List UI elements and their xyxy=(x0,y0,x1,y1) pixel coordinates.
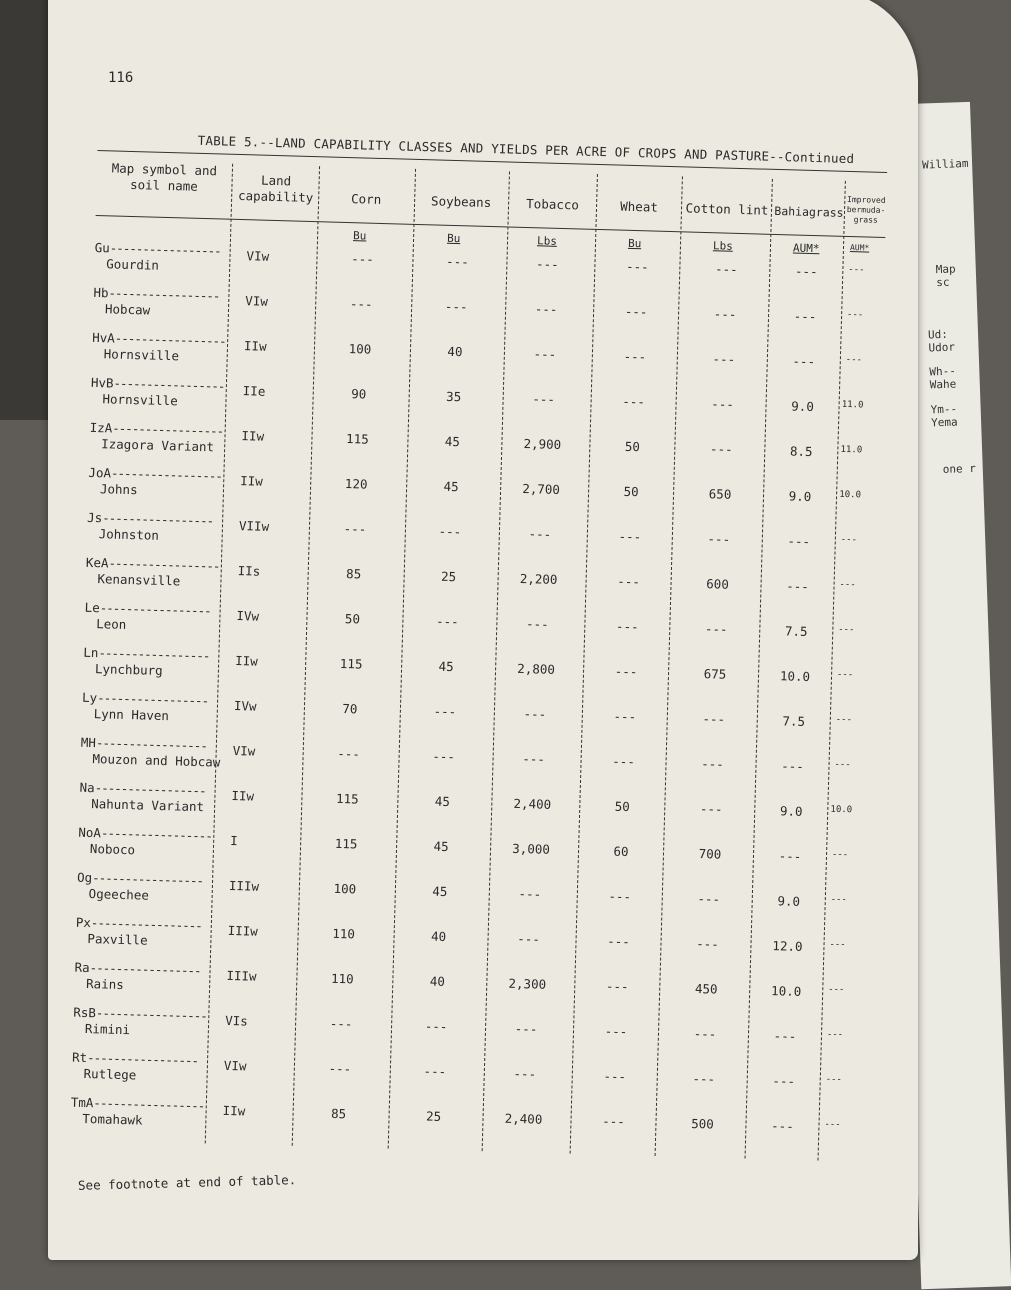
soil-name: Hornsville xyxy=(102,391,178,409)
yield-cotton: 650 xyxy=(708,486,732,502)
capability-class: IVw xyxy=(233,698,257,714)
yield-berm: 11.0 xyxy=(841,399,864,411)
yield-tob: 2,800 xyxy=(517,660,556,677)
capability-class: VIIw xyxy=(238,518,270,534)
map-symbol: MH ----- xyxy=(81,735,207,754)
yield-berm: --- xyxy=(824,1119,841,1131)
soil-name: Izagora Variant xyxy=(101,436,215,455)
soil-name: Hobcaw xyxy=(104,301,151,318)
yield-bahia: 7.5 xyxy=(782,713,806,729)
yield-wheat: --- xyxy=(617,573,641,590)
yield-soy: --- xyxy=(424,1018,448,1035)
yield-soy: --- xyxy=(432,748,456,765)
yield-bahia: --- xyxy=(772,1073,796,1089)
map-symbol: NoA ----- xyxy=(78,825,212,844)
yield-soy: --- xyxy=(423,1063,447,1080)
yield-tob: --- xyxy=(523,706,547,722)
yield-wheat: --- xyxy=(624,303,648,320)
capability-class: VIw xyxy=(223,1057,247,1074)
yield-wheat: --- xyxy=(614,663,638,680)
map-symbol: Px ----- xyxy=(76,915,202,934)
yield-tob: --- xyxy=(534,301,558,317)
yield-wheat: --- xyxy=(604,1023,628,1040)
soil-name: Leon xyxy=(96,616,127,632)
soil-name: Kenansville xyxy=(97,571,181,589)
yield-cotton: 450 xyxy=(694,981,718,997)
header-map-symbol: Map symbol and soil name xyxy=(111,160,218,194)
yield-tob: 2,400 xyxy=(504,1110,543,1127)
yield-corn: --- xyxy=(337,745,361,762)
yield-corn: 115 xyxy=(335,790,359,807)
yield-cotton: --- xyxy=(701,756,725,772)
yield-cotton: --- xyxy=(704,621,728,637)
yield-cotton: 675 xyxy=(703,666,727,682)
yield-corn: 120 xyxy=(344,476,368,492)
yield-corn: 85 xyxy=(345,566,362,582)
capability-class: IIw xyxy=(235,653,259,669)
yield-cotton: --- xyxy=(712,351,736,367)
capability-class: IIIw xyxy=(228,877,260,894)
capability-class: VIw xyxy=(246,248,270,264)
yield-tob: --- xyxy=(518,886,542,902)
yield-berm: --- xyxy=(835,714,853,726)
capability-class: IIIw xyxy=(227,922,259,939)
yield-tob: --- xyxy=(513,1065,537,1082)
yield-berm: 10.0 xyxy=(830,804,853,816)
capability-class: IIe xyxy=(242,383,266,399)
yield-cotton: --- xyxy=(707,531,731,547)
soil-name: Ogeechee xyxy=(88,886,150,903)
yield-tob: 2,700 xyxy=(522,480,561,498)
soil-name: Rutlege xyxy=(83,1065,137,1083)
unit-bermudagrass: AUM* xyxy=(849,243,870,253)
yield-cotton: --- xyxy=(697,891,721,907)
unit-corn: Bu xyxy=(352,229,367,243)
yield-wheat: --- xyxy=(615,618,639,635)
soil-name: Hornsville xyxy=(103,346,180,364)
yield-corn: 115 xyxy=(345,431,369,447)
yield-cotton: --- xyxy=(692,1070,716,1087)
yield-wheat: --- xyxy=(612,753,636,770)
facing-page-item: Wh-- Wahe xyxy=(929,364,957,392)
yield-bahia: 8.5 xyxy=(789,443,813,460)
footnote: See footnote at end of table. xyxy=(77,1172,297,1193)
map-symbol: Na ----- xyxy=(79,780,205,799)
yield-soy: 45 xyxy=(444,433,461,450)
map-symbol: Gu ----- xyxy=(95,240,221,259)
yield-corn: 50 xyxy=(344,611,361,627)
soil-name: Noboco xyxy=(89,841,136,858)
yield-bahia: 10.0 xyxy=(779,668,811,685)
yield-soy: --- xyxy=(438,523,462,540)
soil-name: Paxville xyxy=(87,931,148,948)
yield-soy: 40 xyxy=(429,973,446,990)
unit-tobacco: Lbs xyxy=(536,234,558,248)
yield-bahia: --- xyxy=(778,848,802,864)
map-symbol: Ra ----- xyxy=(74,960,200,979)
header-soybeans: Soybeans xyxy=(430,193,492,211)
yield-soy: 25 xyxy=(425,1108,442,1124)
unit-soybeans: Bu xyxy=(446,231,461,246)
yield-soy: --- xyxy=(444,298,468,315)
yield-corn: 70 xyxy=(342,701,358,717)
capability-class: VIw xyxy=(232,743,256,759)
capability-class: IIw xyxy=(243,338,267,354)
yield-corn: --- xyxy=(329,1015,353,1032)
yield-bahia: 9.0 xyxy=(779,803,803,819)
yield-cotton: --- xyxy=(714,261,738,277)
soil-name: Gourdin xyxy=(106,256,160,273)
yield-bahia: --- xyxy=(770,1118,794,1134)
capability-table xyxy=(69,130,888,1192)
yield-wheat: --- xyxy=(607,933,631,950)
yield-corn: 115 xyxy=(339,655,363,672)
yield-berm: --- xyxy=(839,579,856,591)
capability-class: IIw xyxy=(240,473,264,489)
soil-name: Rimini xyxy=(84,1020,131,1038)
yield-corn: --- xyxy=(351,251,374,267)
yield-bahia: 10.0 xyxy=(770,983,802,999)
yield-corn: 110 xyxy=(332,925,356,942)
yield-soy: 25 xyxy=(440,568,457,585)
soil-name: Mouzon and Hobcaw xyxy=(92,751,221,770)
yield-bahia: 9.0 xyxy=(788,488,812,505)
facing-page-item: Ym-- Yema xyxy=(930,402,958,430)
yield-soy: --- xyxy=(433,703,457,720)
yield-tob: 2,400 xyxy=(513,795,552,812)
header-wheat: Wheat xyxy=(620,198,659,215)
yield-wheat: --- xyxy=(625,258,649,275)
yield-tob: --- xyxy=(532,391,556,407)
yield-soy: 45 xyxy=(433,838,449,855)
header-corn: Corn xyxy=(350,191,382,207)
capability-class: IIw xyxy=(241,428,265,444)
yield-berm: --- xyxy=(840,534,858,546)
yield-soy: 45 xyxy=(434,793,451,810)
yield-wheat: 50 xyxy=(624,438,641,455)
soil-name: Johnston xyxy=(98,526,160,543)
map-symbol: Og ----- xyxy=(77,870,203,889)
yield-wheat: --- xyxy=(603,1068,627,1085)
yield-soy: 45 xyxy=(432,883,448,900)
facing-page-header: William xyxy=(921,156,969,172)
yield-berm: --- xyxy=(830,894,848,906)
header-land-capability: Land capability xyxy=(237,172,314,206)
yield-soy: 40 xyxy=(447,343,463,360)
yield-tob: --- xyxy=(528,526,552,542)
yield-cotton: --- xyxy=(711,396,735,412)
header-cotton: Cotton lint xyxy=(685,200,769,218)
yield-bahia: 9.0 xyxy=(791,398,815,415)
yield-tob: --- xyxy=(535,256,559,272)
soil-name: Lynn Haven xyxy=(93,706,170,724)
map-symbol: TmA ----- xyxy=(71,1095,205,1114)
capability-class: VIw xyxy=(245,293,269,309)
map-symbol: JoA ----- xyxy=(88,465,222,484)
yield-cotton: --- xyxy=(702,711,726,727)
yield-corn: --- xyxy=(328,1060,352,1077)
map-symbol: HvB ----- xyxy=(91,375,225,394)
yield-bahia: 9.0 xyxy=(777,893,801,909)
yield-wheat: --- xyxy=(602,1113,626,1130)
yield-cotton: --- xyxy=(713,306,737,322)
map-symbol: Hb ----- xyxy=(93,285,219,304)
yield-corn: 85 xyxy=(330,1105,347,1122)
yield-soy: 45 xyxy=(438,658,454,675)
yield-wheat: --- xyxy=(622,393,646,410)
yield-bahia: --- xyxy=(794,263,818,280)
unit-bahiagrass: AUM* xyxy=(792,241,820,256)
yield-bahia: --- xyxy=(773,1028,797,1044)
yield-soy: 45 xyxy=(443,478,459,495)
yield-cotton: --- xyxy=(709,441,733,457)
yield-berm: --- xyxy=(826,1029,844,1041)
facing-page-item: Ud: Udor xyxy=(927,327,956,355)
map-symbol: Ly ----- xyxy=(82,690,208,709)
yield-bahia: --- xyxy=(786,578,810,595)
soil-name: Rains xyxy=(85,976,124,993)
yield-berm: --- xyxy=(827,984,845,996)
map-symbol: Rt ----- xyxy=(72,1050,198,1069)
capability-class: I xyxy=(230,832,238,849)
yield-wheat: --- xyxy=(608,888,632,905)
yield-wheat: 50 xyxy=(623,483,639,500)
yield-wheat: --- xyxy=(605,978,629,995)
header-bermudagrass: Improved bermuda-grass xyxy=(846,194,886,225)
yield-tob: 2,900 xyxy=(523,436,562,453)
yield-tob: --- xyxy=(517,931,541,947)
yield-wheat: 50 xyxy=(614,798,631,815)
yield-corn: 110 xyxy=(330,970,354,987)
yield-berm: 10.0 xyxy=(839,489,862,501)
map-symbol: RsB ----- xyxy=(73,1005,207,1024)
header-tobacco: Tobacco xyxy=(526,195,580,213)
yield-berm: --- xyxy=(848,265,865,276)
capability-class: IIs xyxy=(237,563,261,579)
yield-berm: --- xyxy=(838,624,855,636)
map-symbol: Le ----- xyxy=(84,600,210,619)
yield-wheat: --- xyxy=(623,348,647,365)
facing-page-col-map: Map sc xyxy=(935,262,956,290)
yield-soy: --- xyxy=(435,613,459,630)
yield-soy: 40 xyxy=(430,928,447,945)
yield-corn: 90 xyxy=(350,386,367,402)
yield-corn: --- xyxy=(349,296,373,312)
yield-berm: --- xyxy=(846,309,864,321)
soil-name: Lynchburg xyxy=(94,661,163,679)
map-symbol: KeA ----- xyxy=(86,555,220,574)
yield-bahia: --- xyxy=(792,353,816,370)
map-symbol: IzA ----- xyxy=(89,420,223,439)
yield-corn: 100 xyxy=(348,341,372,357)
yield-tob: --- xyxy=(533,346,557,362)
yield-tob: 2,300 xyxy=(508,975,547,992)
soil-name: Nahunta Variant xyxy=(90,796,205,815)
yield-cotton: --- xyxy=(699,801,723,817)
unit-cotton: Lbs xyxy=(712,239,734,253)
yield-berm: --- xyxy=(834,759,851,771)
yield-bahia: --- xyxy=(781,758,804,774)
soil-name: Johns xyxy=(99,481,138,498)
yield-tob: 2,200 xyxy=(519,570,558,588)
yield-cotton: 600 xyxy=(706,576,730,592)
yield-bahia: 7.5 xyxy=(784,623,808,640)
yield-berm: --- xyxy=(845,354,863,366)
yield-corn: 115 xyxy=(334,835,358,852)
page-number: 116 xyxy=(108,70,134,86)
yield-cotton: 500 xyxy=(690,1115,714,1132)
yield-tob: --- xyxy=(525,616,549,632)
capability-class: VIs xyxy=(224,1012,248,1029)
map-symbol: Js ----- xyxy=(87,510,213,529)
yield-bahia: --- xyxy=(787,533,811,550)
yield-tob: --- xyxy=(522,751,546,767)
yield-bahia: --- xyxy=(793,308,817,325)
facing-page-item: one r xyxy=(942,461,977,477)
yield-berm: --- xyxy=(836,669,854,681)
unit-wheat: Bu xyxy=(627,236,642,251)
yield-wheat: --- xyxy=(613,708,637,725)
yield-soy: 35 xyxy=(445,388,462,405)
yield-wheat: --- xyxy=(618,528,642,545)
yield-wheat: 60 xyxy=(613,843,629,860)
capability-class: IIIw xyxy=(226,967,257,984)
yield-corn: --- xyxy=(343,521,367,537)
book-page xyxy=(48,0,918,1260)
yield-berm: --- xyxy=(831,849,849,861)
capability-class: IIw xyxy=(222,1102,246,1119)
yield-soy: --- xyxy=(445,253,469,270)
yield-tob: 3,000 xyxy=(512,840,551,857)
capability-class: IVw xyxy=(236,608,260,624)
yield-berm: --- xyxy=(829,939,846,951)
yield-corn: 100 xyxy=(333,880,357,897)
capability-class: IIw xyxy=(231,787,255,804)
yield-berm: --- xyxy=(825,1074,843,1086)
table-title: TABLE 5.--LAND CAPABILITY CLASSES AND YIELDS PER ACRE OF CROPS AND PASTURE--Continued xyxy=(197,132,855,167)
map-symbol: HvA ----- xyxy=(92,330,226,349)
header-bahiagrass: Bahiagrass xyxy=(774,203,844,220)
yield-bahia: 12.0 xyxy=(772,938,803,954)
yield-cotton: --- xyxy=(693,1025,717,1042)
map-symbol: Ln ----- xyxy=(83,645,209,664)
soil-name: Tomahawk xyxy=(82,1110,143,1128)
yield-berm: 11.0 xyxy=(840,444,863,456)
yield-cotton: 700 xyxy=(698,846,722,862)
yield-cotton: --- xyxy=(696,936,720,952)
yield-tob: --- xyxy=(514,1020,538,1037)
